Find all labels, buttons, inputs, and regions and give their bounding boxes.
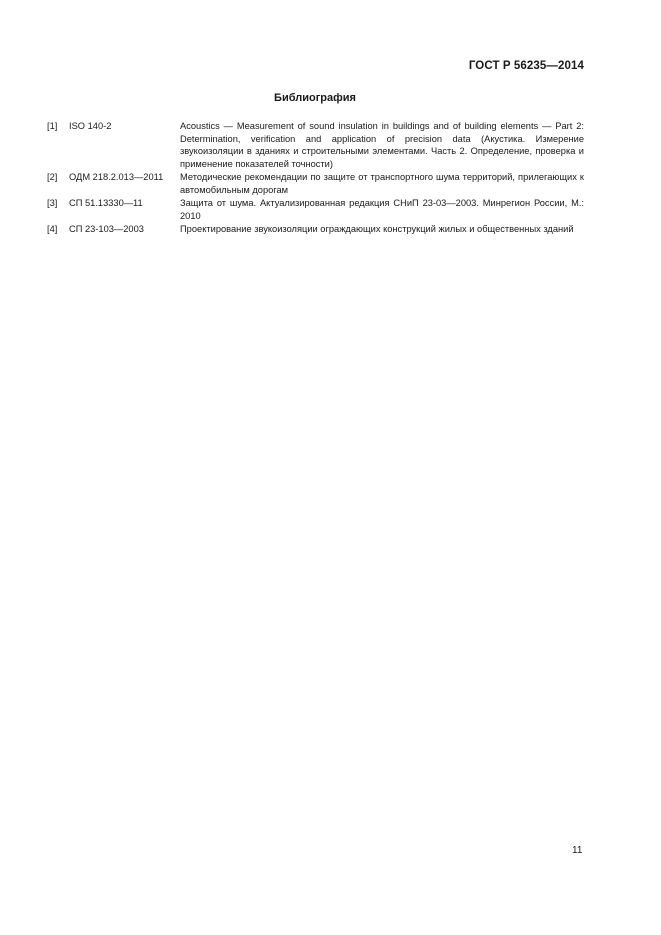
page-number: 11 <box>572 845 583 856</box>
entry-number: [4] <box>47 224 58 234</box>
document-standard-code: ГОСТ Р 56235—2014 <box>468 60 584 72</box>
section-title: Библиография <box>274 92 356 104</box>
bibliography-entry <box>47 120 584 170</box>
entry-description: Acoustics — Measurement of sound insulation in buildings and of building elements — Part 2: Determination, verification and application of precision data (Акустика. Измерение звукоизоляции в зданиях и строительными элементами. Часть 2. Определение, проверка и применение показателей точности) <box>180 121 584 169</box>
bibliography-entry <box>47 197 584 222</box>
bibliography-entry <box>47 171 584 196</box>
bibliography-entry <box>47 223 584 236</box>
entry-description: Методические рекомендации по защите от транспортного шума территорий, прилегающих к автомобильным дорогам <box>180 172 584 195</box>
entry-code: ОДМ 218.2.013—2011 <box>69 172 164 182</box>
entry-number: [1] <box>47 121 58 131</box>
entry-number: [2] <box>47 172 58 182</box>
entry-description: Проектирование звукоизоляции ограждающих конструкций жилых и общественных зданий <box>180 224 574 234</box>
entry-code: ISO 140-2 <box>69 121 112 131</box>
entry-description: Защита от шума. Актуализированная редакция СНиП 23-03—2003. Минрегион России, М.: 2010 <box>180 198 584 221</box>
bibliography-list <box>47 120 584 237</box>
entry-code: СП 23-103—2003 <box>69 224 144 234</box>
entry-number: [3] <box>47 198 58 208</box>
entry-code: СП 51.13330—11 <box>69 198 143 208</box>
